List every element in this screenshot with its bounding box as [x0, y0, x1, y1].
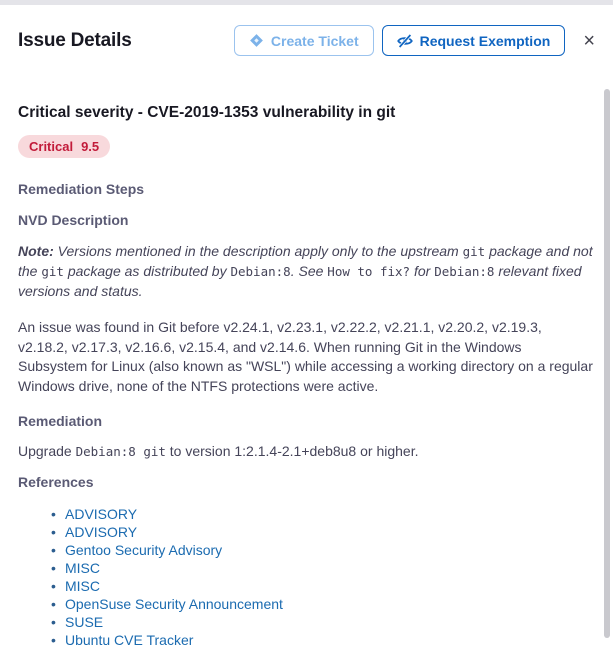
note-code-git-2: git [41, 263, 64, 279]
remediation-text [18, 442, 593, 462]
remediation-code-package: Debian:8 git [75, 444, 166, 460]
issue-title: Critical severity - CVE-2019-1353 vulnerability in git [18, 104, 396, 121]
reference-link[interactable]: Ubuntu CVE Tracker [65, 632, 194, 648]
references-heading: References [18, 474, 94, 490]
note-code-git-1: git [462, 244, 486, 259]
issue-details-content [0, 56, 613, 649]
create-ticket-button[interactable] [234, 25, 374, 56]
create-ticket-label: Create Ticket [270, 32, 359, 49]
note-code-debian-1: Debian:8 [230, 263, 291, 279]
close-icon: × [583, 29, 595, 52]
note-text-segment: package and not the [18, 243, 593, 279]
nvd-description-heading: NVD Description [18, 212, 129, 228]
note-text-segment: for [410, 262, 435, 279]
badge-row [18, 135, 593, 158]
severity-label: Critical [29, 139, 74, 154]
reference-link[interactable]: MISC [65, 560, 100, 576]
note-code-how-to-fix: How to fix? [327, 263, 411, 279]
reference-item [65, 613, 593, 631]
reference-item [65, 595, 593, 613]
reference-link[interactable]: OpenSuse Security Announcement [65, 596, 283, 612]
reference-item [65, 523, 593, 541]
page-title: Issue Details [18, 29, 132, 51]
severity-score: 9.5 [81, 139, 100, 154]
reference-link[interactable]: SUSE [65, 614, 104, 630]
close-button[interactable] [577, 29, 601, 53]
reference-item [65, 541, 593, 559]
nvd-description-text: An issue was found in Git before v2.24.1, v2.23.1, v2.22.2, v2.21.1, v2.20.2, v2.19.3, v2.18.2, v2.17.3, v2.16.6, v2.15.4, and v2.14.6. When running Git in the Windows Subsystem for Linux (also known as "WSL") while accessing a working directory on a regular Windows drive, none of the NTFS protections were active. [18, 318, 593, 395]
note-label: Note: [18, 243, 54, 259]
reference-link[interactable]: MISC [65, 578, 100, 594]
nvd-note [18, 242, 593, 302]
request-exemption-label: Request Exemption [419, 32, 551, 49]
request-exemption-button[interactable] [382, 25, 566, 56]
reference-link[interactable]: ADVISORY [65, 524, 138, 540]
note-code-debian-2: Debian:8 [434, 263, 495, 279]
diamond-icon [249, 33, 264, 48]
remediation-steps-heading: Remediation Steps [18, 181, 145, 197]
note-text-segment: package as distributed by [63, 262, 231, 279]
eye-off-icon [397, 33, 413, 49]
reference-item [65, 577, 593, 595]
reference-item [65, 631, 593, 649]
header-actions [234, 25, 601, 56]
reference-item [65, 505, 593, 523]
note-text-segment: relevant fixed versions and status. [18, 262, 582, 299]
panel-header [0, 5, 613, 56]
reference-link[interactable]: Gentoo Security Advisory [65, 542, 223, 558]
references-list [18, 505, 593, 649]
reference-link[interactable]: ADVISORY [65, 506, 138, 522]
remediation-heading: Remediation [18, 413, 103, 430]
severity-badge [18, 135, 110, 158]
note-text-segment: . See [290, 262, 328, 279]
remediation-text-segment: to version 1:2.1.4-2.1+deb8u8 or higher. [165, 443, 419, 460]
vertical-scrollbar[interactable] [604, 89, 610, 638]
note-text-segment: Versions mentioned in the description apply only to the upstream [53, 243, 463, 259]
reference-item [65, 559, 593, 577]
remediation-text-segment: Upgrade [18, 443, 76, 460]
